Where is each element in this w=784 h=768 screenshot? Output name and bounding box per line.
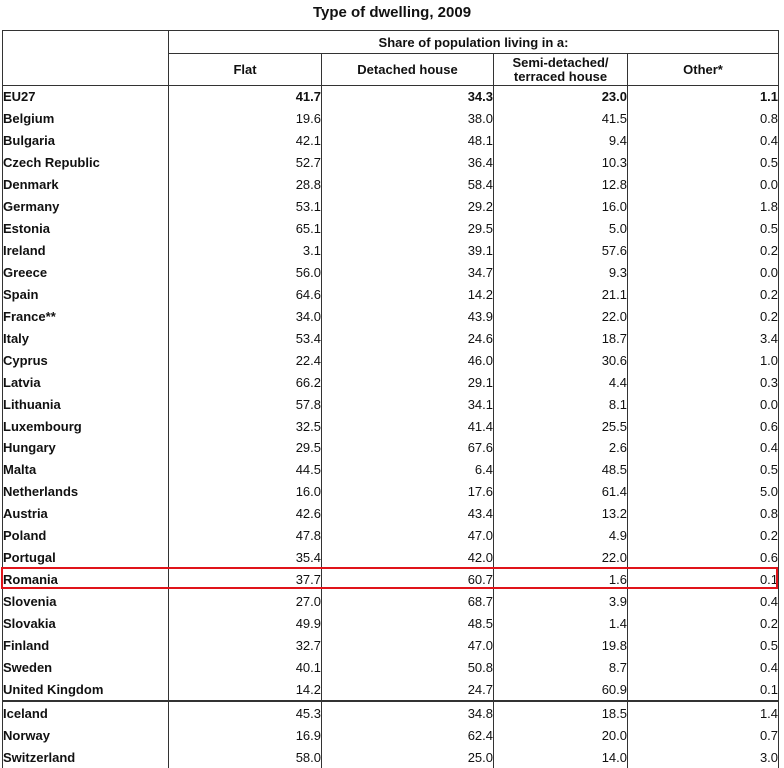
table-row [3, 481, 779, 503]
semi-value: 14.0 [494, 746, 628, 768]
other-value: 0.8 [628, 108, 779, 130]
flat-value: 14.2 [169, 678, 322, 701]
other-value: 0.4 [628, 130, 779, 152]
country-name: Norway [3, 724, 169, 746]
semi-value: 60.9 [494, 678, 628, 701]
table-row [3, 656, 779, 678]
country-name: Greece [3, 262, 169, 284]
country-name: Austria [3, 503, 169, 525]
flat-value: 56.0 [169, 262, 322, 284]
semi-value: 23.0 [494, 86, 628, 108]
country-name: Germany [3, 196, 169, 218]
semi-value: 9.3 [494, 262, 628, 284]
table-row [3, 393, 779, 415]
country-name: Italy [3, 327, 169, 349]
header-other: Other* [628, 54, 779, 86]
other-value: 1.0 [628, 349, 779, 371]
country-name: Ireland [3, 240, 169, 262]
detached-value: 39.1 [322, 240, 494, 262]
semi-value: 18.5 [494, 701, 628, 724]
header-corner [3, 31, 169, 54]
other-value: 0.2 [628, 240, 779, 262]
country-name: Lithuania [3, 393, 169, 415]
table-row [3, 262, 779, 284]
detached-value: 47.0 [322, 525, 494, 547]
semi-value: 13.2 [494, 503, 628, 525]
other-value: 0.3 [628, 371, 779, 393]
table-row [3, 196, 779, 218]
table-row [3, 283, 779, 305]
flat-value: 3.1 [169, 240, 322, 262]
flat-value: 53.1 [169, 196, 322, 218]
detached-value: 34.1 [322, 393, 494, 415]
table-row [3, 108, 779, 130]
detached-value: 29.5 [322, 218, 494, 240]
flat-value: 19.6 [169, 108, 322, 130]
other-value: 3.4 [628, 327, 779, 349]
table-row [3, 459, 779, 481]
table-row [3, 130, 779, 152]
flat-value: 47.8 [169, 525, 322, 547]
detached-value: 6.4 [322, 459, 494, 481]
other-value: 0.4 [628, 437, 779, 459]
table-row [3, 724, 779, 746]
country-name: Sweden [3, 656, 169, 678]
table-row [3, 152, 779, 174]
country-name: Belgium [3, 108, 169, 130]
flat-value: 49.9 [169, 613, 322, 635]
table-row [3, 569, 779, 591]
detached-value: 46.0 [322, 349, 494, 371]
table-row [3, 613, 779, 635]
country-name: Latvia [3, 371, 169, 393]
semi-value: 3.9 [494, 591, 628, 613]
semi-value: 22.0 [494, 547, 628, 569]
detached-value: 41.4 [322, 415, 494, 437]
detached-value: 42.0 [322, 547, 494, 569]
country-name: Malta [3, 459, 169, 481]
country-name: Luxembourg [3, 415, 169, 437]
header-semi [494, 54, 628, 86]
detached-value: 48.5 [322, 613, 494, 635]
detached-value: 62.4 [322, 724, 494, 746]
country-name: Netherlands [3, 481, 169, 503]
table-row [3, 547, 779, 569]
flat-value: 45.3 [169, 701, 322, 724]
semi-value: 57.6 [494, 240, 628, 262]
flat-value: 34.0 [169, 305, 322, 327]
detached-value: 58.4 [322, 174, 494, 196]
country-name: France** [3, 305, 169, 327]
header-corner-lower [3, 54, 169, 86]
detached-value: 34.3 [322, 86, 494, 108]
detached-value: 25.0 [322, 746, 494, 768]
semi-value: 61.4 [494, 481, 628, 503]
detached-value: 24.7 [322, 678, 494, 701]
country-name: Finland [3, 634, 169, 656]
table-row [3, 218, 779, 240]
table-row [3, 437, 779, 459]
semi-value: 16.0 [494, 196, 628, 218]
detached-value: 43.4 [322, 503, 494, 525]
semi-value: 48.5 [494, 459, 628, 481]
other-value: 0.7 [628, 724, 779, 746]
table-row [3, 678, 779, 701]
country-name: Cyprus [3, 349, 169, 371]
detached-value: 68.7 [322, 591, 494, 613]
detached-value: 34.8 [322, 701, 494, 724]
table-row [3, 634, 779, 656]
country-name: Slovenia [3, 591, 169, 613]
flat-value: 58.0 [169, 746, 322, 768]
header-group: Share of population living in a: [169, 31, 779, 54]
country-name: Bulgaria [3, 130, 169, 152]
flat-value: 37.7 [169, 569, 322, 591]
flat-value: 42.1 [169, 130, 322, 152]
detached-value: 36.4 [322, 152, 494, 174]
detached-value: 14.2 [322, 283, 494, 305]
dwelling-table [2, 30, 779, 768]
other-value: 5.0 [628, 481, 779, 503]
semi-value: 41.5 [494, 108, 628, 130]
detached-value: 34.7 [322, 262, 494, 284]
other-value: 0.8 [628, 503, 779, 525]
detached-value: 50.8 [322, 656, 494, 678]
other-value: 0.0 [628, 174, 779, 196]
other-value: 0.1 [628, 678, 779, 701]
flat-value: 35.4 [169, 547, 322, 569]
flat-value: 66.2 [169, 371, 322, 393]
semi-value: 22.0 [494, 305, 628, 327]
country-name: Czech Republic [3, 152, 169, 174]
detached-value: 48.1 [322, 130, 494, 152]
flat-value: 52.7 [169, 152, 322, 174]
country-name: Slovakia [3, 613, 169, 635]
table-row [3, 525, 779, 547]
header-semi-line1: Semi-detached/ [512, 55, 608, 70]
flat-value: 28.8 [169, 174, 322, 196]
country-name: Romania [3, 569, 169, 591]
other-value: 0.2 [628, 283, 779, 305]
flat-value: 32.5 [169, 415, 322, 437]
country-name: Denmark [3, 174, 169, 196]
other-value: 0.6 [628, 415, 779, 437]
other-value: 0.4 [628, 591, 779, 613]
country-name: Hungary [3, 437, 169, 459]
semi-value: 20.0 [494, 724, 628, 746]
flat-value: 16.9 [169, 724, 322, 746]
other-value: 0.5 [628, 459, 779, 481]
table-row [3, 591, 779, 613]
flat-value: 65.1 [169, 218, 322, 240]
semi-value: 10.3 [494, 152, 628, 174]
semi-value: 19.8 [494, 634, 628, 656]
flat-value: 53.4 [169, 327, 322, 349]
country-name: Iceland [3, 701, 169, 724]
country-name: Estonia [3, 218, 169, 240]
flat-value: 32.7 [169, 634, 322, 656]
other-value: 0.0 [628, 393, 779, 415]
flat-value: 16.0 [169, 481, 322, 503]
table-title: Type of dwelling, 2009 [0, 4, 784, 21]
flat-value: 22.4 [169, 349, 322, 371]
other-value: 0.2 [628, 613, 779, 635]
detached-value: 43.9 [322, 305, 494, 327]
other-value: 0.1 [628, 569, 779, 591]
table-row [3, 746, 779, 768]
semi-value: 8.1 [494, 393, 628, 415]
flat-value: 29.5 [169, 437, 322, 459]
table-row [3, 349, 779, 371]
header-detached: Detached house [322, 54, 494, 86]
other-value: 3.0 [628, 746, 779, 768]
table-row [3, 415, 779, 437]
table-row [3, 701, 779, 724]
semi-value: 25.5 [494, 415, 628, 437]
header-semi-line2: terraced house [514, 69, 607, 84]
detached-value: 60.7 [322, 569, 494, 591]
header-flat: Flat [169, 54, 322, 86]
semi-value: 4.9 [494, 525, 628, 547]
other-value: 0.0 [628, 262, 779, 284]
table-row [3, 371, 779, 393]
semi-value: 30.6 [494, 349, 628, 371]
flat-value: 44.5 [169, 459, 322, 481]
table-row [3, 503, 779, 525]
semi-value: 12.8 [494, 174, 628, 196]
other-value: 1.4 [628, 701, 779, 724]
detached-value: 67.6 [322, 437, 494, 459]
flat-value: 27.0 [169, 591, 322, 613]
detached-value: 17.6 [322, 481, 494, 503]
semi-value: 2.6 [494, 437, 628, 459]
country-name: Switzerland [3, 746, 169, 768]
table-row [3, 327, 779, 349]
other-value: 0.6 [628, 547, 779, 569]
semi-value: 1.6 [494, 569, 628, 591]
detached-value: 24.6 [322, 327, 494, 349]
other-value: 0.2 [628, 305, 779, 327]
flat-value: 41.7 [169, 86, 322, 108]
semi-value: 21.1 [494, 283, 628, 305]
other-value: 0.5 [628, 218, 779, 240]
country-name: Spain [3, 283, 169, 305]
other-value: 0.5 [628, 152, 779, 174]
table-row [3, 305, 779, 327]
country-name: United Kingdom [3, 678, 169, 701]
detached-value: 38.0 [322, 108, 494, 130]
table-body [3, 86, 779, 768]
semi-value: 18.7 [494, 327, 628, 349]
semi-value: 8.7 [494, 656, 628, 678]
flat-value: 64.6 [169, 283, 322, 305]
other-value: 1.8 [628, 196, 779, 218]
other-value: 0.4 [628, 656, 779, 678]
semi-value: 1.4 [494, 613, 628, 635]
country-name: EU27 [3, 86, 169, 108]
semi-value: 4.4 [494, 371, 628, 393]
detached-value: 29.1 [322, 371, 494, 393]
other-value: 0.5 [628, 634, 779, 656]
table-row [3, 240, 779, 262]
semi-value: 9.4 [494, 130, 628, 152]
table-row [3, 174, 779, 196]
detached-value: 47.0 [322, 634, 494, 656]
semi-value: 5.0 [494, 218, 628, 240]
table-row [3, 86, 779, 108]
country-name: Poland [3, 525, 169, 547]
other-value: 0.2 [628, 525, 779, 547]
detached-value: 29.2 [322, 196, 494, 218]
other-value: 1.1 [628, 86, 779, 108]
flat-value: 40.1 [169, 656, 322, 678]
flat-value: 57.8 [169, 393, 322, 415]
flat-value: 42.6 [169, 503, 322, 525]
country-name: Portugal [3, 547, 169, 569]
